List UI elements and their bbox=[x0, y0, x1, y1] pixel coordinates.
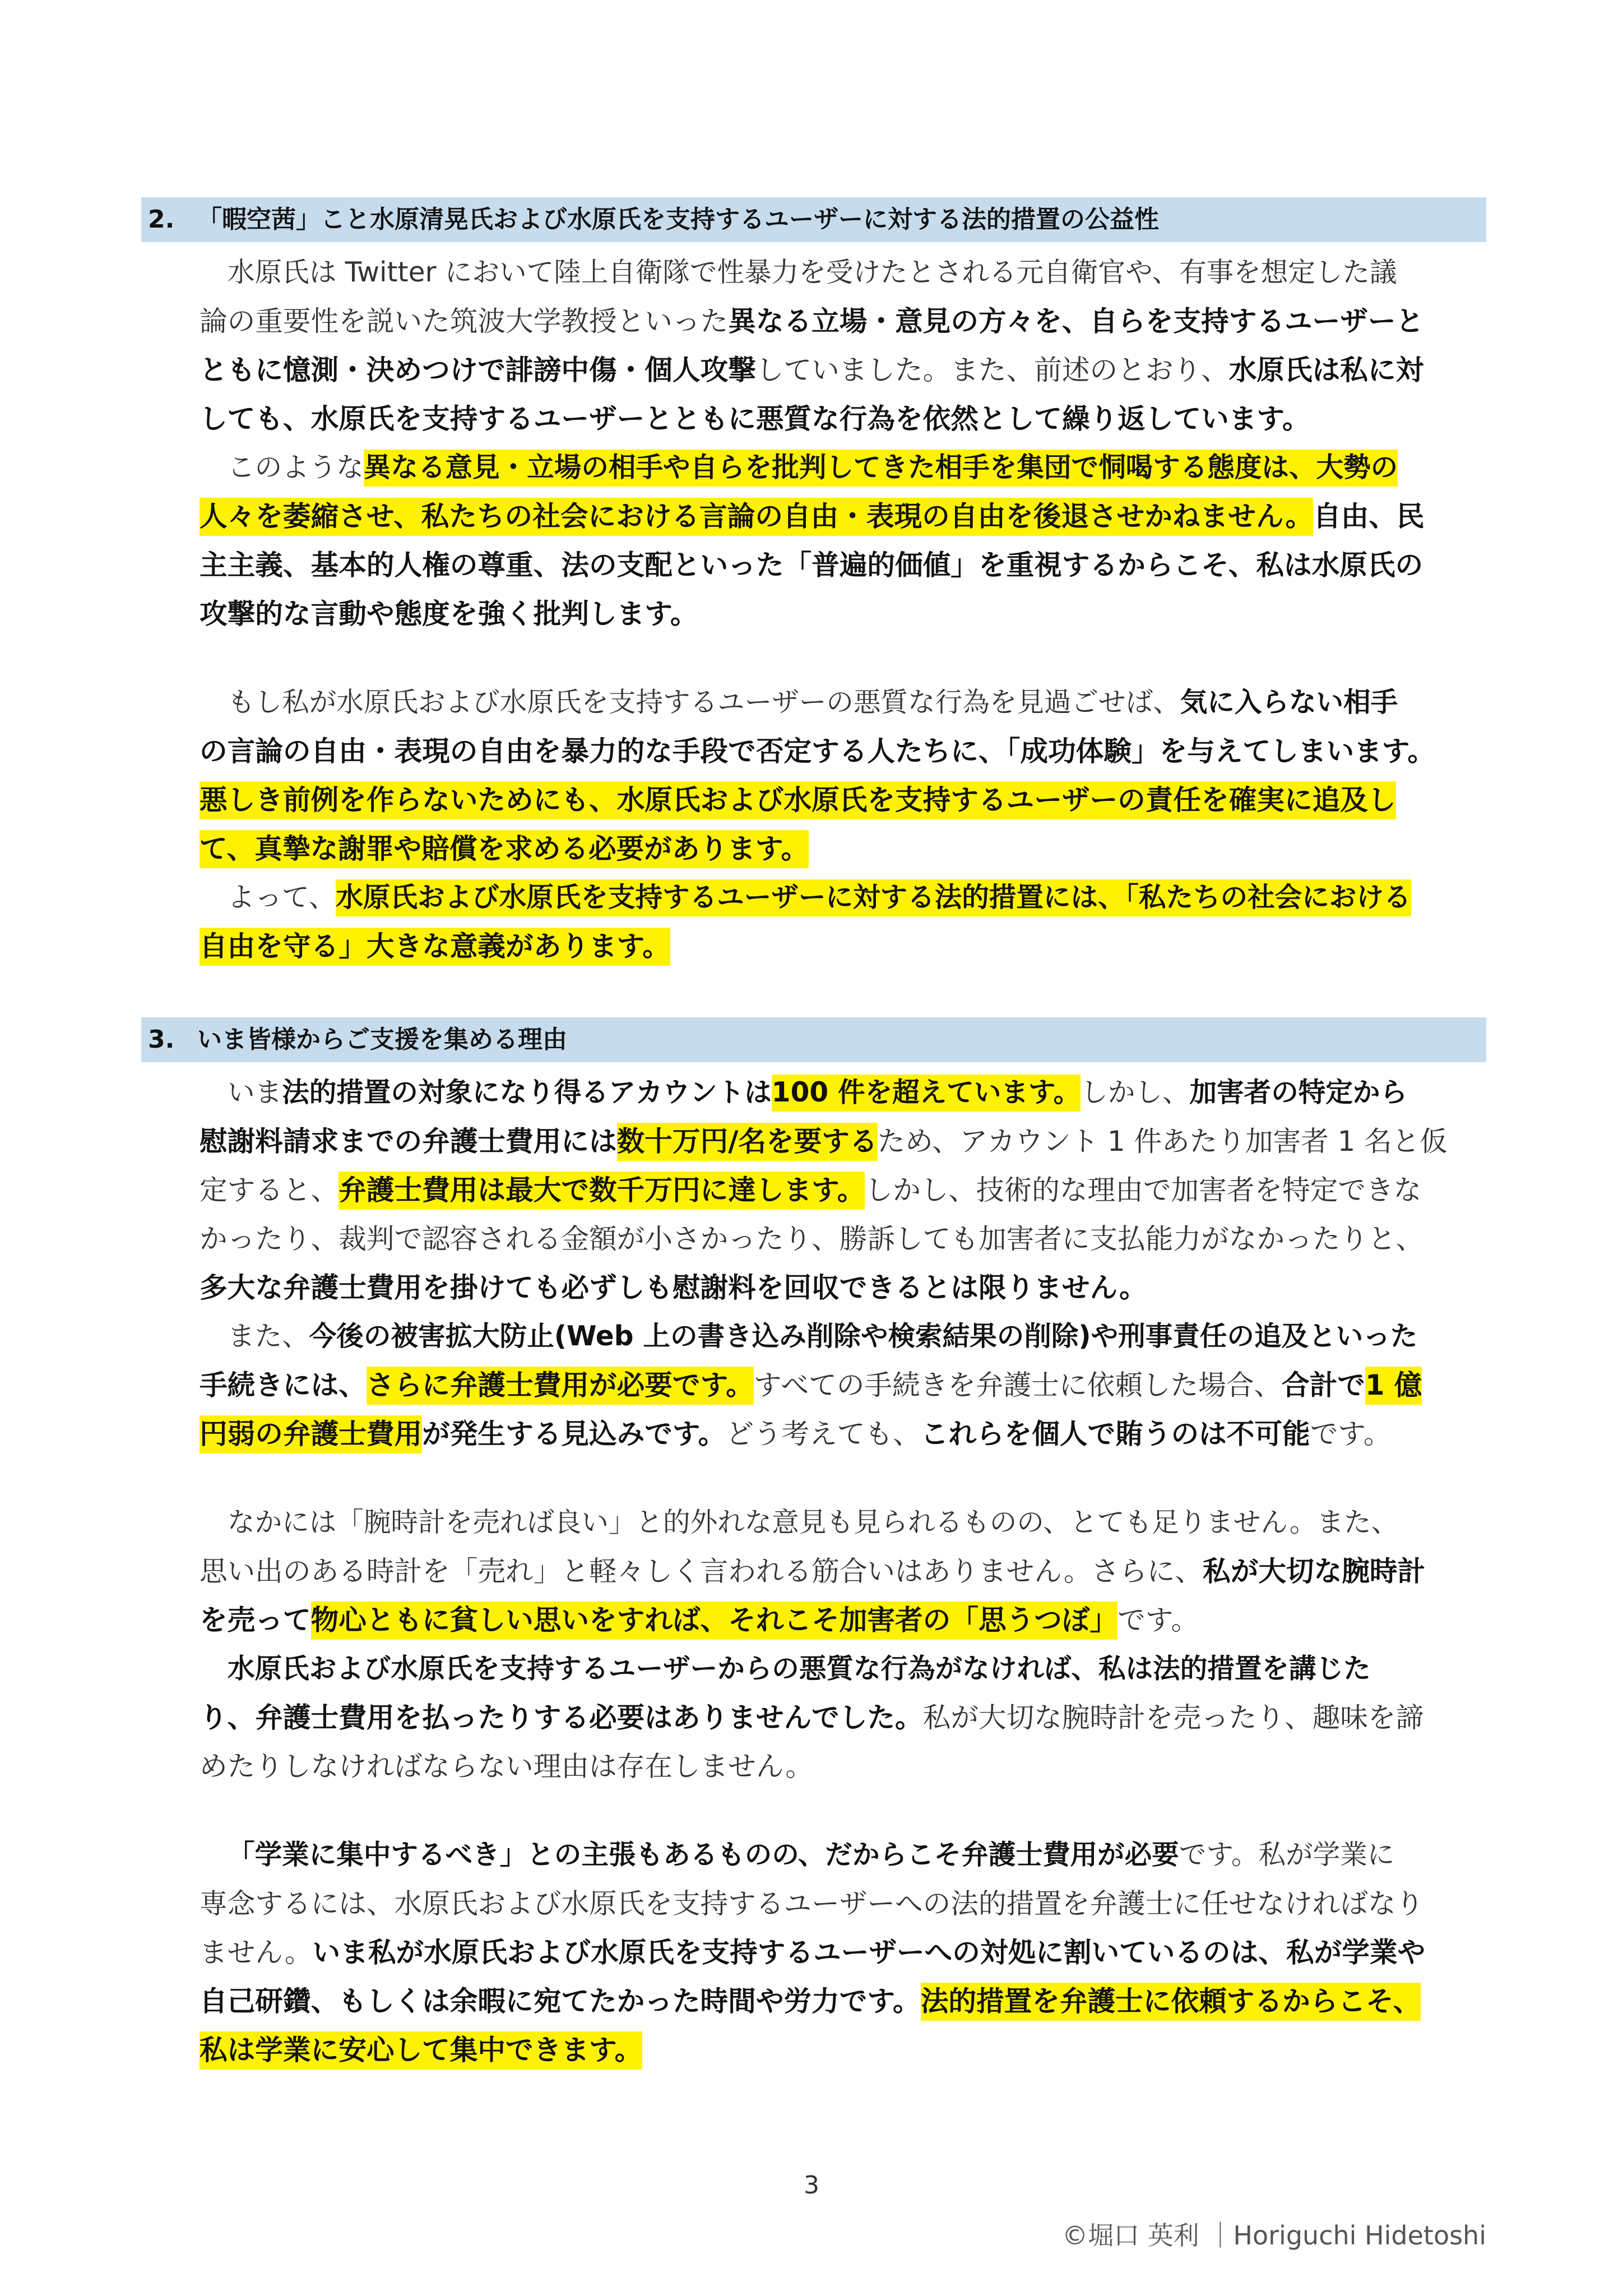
bold-text: 異なる立場・意見の方々を、自らを支持するユーザーと bbox=[728, 305, 1424, 337]
text-run: 定すると、 bbox=[200, 1174, 339, 1206]
highlighted-text: 法的措置を弁護士に依頼するからこそ、 bbox=[921, 1983, 1421, 2021]
text-run: です。 bbox=[1117, 1604, 1199, 1636]
text-run: ため、アカウント 1 件あたり加害者 1 名と仮 bbox=[877, 1125, 1448, 1158]
paragraph-line bbox=[200, 1263, 1500, 1312]
paragraph-line bbox=[200, 346, 1500, 395]
bold-text: 「学業に集中するべき」との主張もあるものの、だからこそ弁護士費用が必要 bbox=[228, 1839, 1179, 1871]
bold-text: を売って bbox=[200, 1604, 311, 1636]
paragraph-line bbox=[200, 1215, 1500, 1263]
paragraph-line bbox=[200, 395, 1500, 443]
bold-text: 水原氏は私に対 bbox=[1228, 354, 1424, 386]
bold-text: 気に入らない相手 bbox=[1180, 687, 1398, 718]
section-number: 2. bbox=[148, 205, 175, 234]
bold-text: が発生する見込みです。 bbox=[422, 1418, 726, 1450]
paragraph-line bbox=[228, 1068, 1528, 1117]
paragraph-line bbox=[200, 922, 1500, 971]
text-run: このような bbox=[228, 452, 364, 483]
text-run: また、 bbox=[228, 1321, 309, 1352]
bold-text: 自己研鑽、もしくは余暇に宛てたかった時間や労力です。 bbox=[200, 1985, 921, 2017]
paragraph-line bbox=[200, 1693, 1500, 1742]
bold-text: 合計で bbox=[1282, 1369, 1365, 1401]
paragraph-line bbox=[200, 1880, 1500, 1928]
paragraph-line bbox=[200, 1117, 1500, 1166]
text-run: しかし、技術的な理由で加害者を特定できな bbox=[865, 1174, 1422, 1206]
section-2-heading bbox=[141, 197, 1486, 242]
text-run: かったり、裁判で認容される金額が小さかったり、勝訴しても加害者に支払能力がなかったりと、 bbox=[200, 1223, 1424, 1255]
paragraph-line bbox=[200, 1596, 1500, 1645]
highlighted-text: 数十万円/名を要する bbox=[617, 1123, 878, 1161]
text-run: ません。 bbox=[200, 1936, 313, 1969]
highlighted-text: 悪しき前例を作らないためにも、水原氏および水原氏を支持するユーザーの責任を確実に追及し bbox=[200, 781, 1396, 820]
text-run: です。私が学業に bbox=[1179, 1839, 1395, 1871]
highlighted-text: 自由を守る」大きな意義があります。 bbox=[200, 928, 670, 966]
text-run: もし私が水原氏および水原氏を支持するユーザーの悪質な行為を見過ごせば、 bbox=[228, 687, 1180, 718]
bold-text: り、弁護士費用を払ったりする必要はありませんでした。 bbox=[200, 1701, 923, 1734]
paragraph-line bbox=[200, 1166, 1500, 1215]
paragraph-line bbox=[200, 492, 1500, 541]
paragraph-line bbox=[200, 297, 1500, 346]
bold-text: これらを個人で賄うのは不可能 bbox=[920, 1418, 1310, 1450]
highlighted-text: 弁護士費用は最大で数千万円に達します。 bbox=[338, 1172, 865, 1210]
paragraph-line bbox=[228, 1312, 1528, 1361]
bold-text: しても、水原氏を支持するユーザーとともに悪質な行為を依然として繰り返しています。 bbox=[200, 402, 1310, 435]
bold-text: 手続きには、 bbox=[200, 1369, 367, 1401]
section-3-heading bbox=[141, 1017, 1486, 1062]
highlighted-text: 人々を萎縮させ、私たちの社会における言論の自由・表現の自由を後退させかねません。 bbox=[200, 498, 1313, 536]
bold-text: 主主義、基本的人権の尊重、法の支配といった「普遍的価値」を重視するからこそ、私は水原氏の bbox=[200, 549, 1423, 581]
bold-text: 慰謝料請求までの弁護士費用には bbox=[200, 1125, 617, 1158]
text-run: 私が大切な腕時計を売ったり、趣味を諦 bbox=[922, 1701, 1424, 1734]
section-title: いま皆様からご支援を集める理由 bbox=[197, 1025, 567, 1054]
text-run: すべての手続きを弁護士に依頼した場合、 bbox=[753, 1369, 1282, 1401]
text-run: しかし、 bbox=[1081, 1077, 1190, 1108]
paragraph-line bbox=[228, 873, 1528, 922]
paragraph-line bbox=[200, 1928, 1500, 1977]
paragraph-line bbox=[228, 678, 1528, 727]
text-run: なかには「腕時計を売れば良い」と的外れな意見も見られるものの、とても足りません。また、 bbox=[228, 1507, 1399, 1538]
paragraph-line bbox=[200, 2026, 1500, 2075]
bold-text: の言論の自由・表現の自由を暴力的な手段で否定する人たちに、「成功体験」を与えてしまいます。 bbox=[200, 735, 1436, 767]
paragraph-line bbox=[228, 248, 1528, 297]
text-run: よって、 bbox=[228, 882, 336, 913]
text-run: 専念するには、水原氏および水原氏を支持するユーザーへの法的措置を弁護士に任せなければなり bbox=[200, 1887, 1424, 1920]
text-run: いま bbox=[228, 1077, 282, 1108]
text-run: どう考えても、 bbox=[726, 1418, 921, 1450]
highlighted-text: 異なる意見・立場の相手や自らを批判してきた相手を集団で恫喝する態度は、大勢の bbox=[364, 450, 1398, 487]
bold-text: 多大な弁護士費用を掛けても必ずしも慰謝料を回収できるとは限りません。 bbox=[200, 1271, 1147, 1304]
bold-text: いま私が水原氏および水原氏を支持するユーザーへの対処に割いているのは、私が学業や bbox=[312, 1936, 1426, 1969]
paragraph-line bbox=[200, 590, 1500, 638]
paragraph-line bbox=[228, 1498, 1528, 1547]
highlighted-text: 水原氏および水原氏を支持するユーザーに対する法的措置には、「私たちの社会における bbox=[336, 879, 1411, 916]
copyright-notice: ©堀口 英利 ｜Horiguchi Hidetoshi bbox=[1062, 2220, 1486, 2251]
text-run: していました。また、前述のとおり、 bbox=[755, 354, 1229, 386]
bold-text: 加害者の特定から bbox=[1189, 1077, 1408, 1108]
bold-text: 攻撃的な言動や態度を強く批判します。 bbox=[200, 598, 698, 630]
bold-text: 水原氏および水原氏を支持するユーザーからの悪質な行為がなければ、私は法的措置を講じた bbox=[228, 1653, 1371, 1684]
highlighted-text: さらに弁護士費用が必要です。 bbox=[367, 1367, 754, 1405]
highlighted-text: 私は学業に安心して集中できます。 bbox=[200, 2031, 642, 2070]
paragraph-line bbox=[228, 1645, 1528, 1693]
highlighted-text: て、真摯な謝罪や賠償を求める必要があります。 bbox=[200, 830, 809, 868]
bold-text: 法的措置の対象になり得るアカウントは bbox=[282, 1077, 772, 1108]
text-run: 論の重要性を説いた筑波大学教授といった bbox=[200, 305, 729, 337]
highlighted-text: 100 件を超えています。 bbox=[772, 1075, 1081, 1112]
highlighted-text: 1 億 bbox=[1365, 1367, 1422, 1405]
paragraph-line bbox=[200, 1977, 1500, 2026]
bold-text: 自由、民 bbox=[1313, 500, 1425, 533]
bold-text: ともに憶測・決めつけで誹謗中傷・個人攻撃 bbox=[200, 354, 756, 386]
paragraph-line bbox=[228, 1831, 1528, 1880]
paragraph-line bbox=[200, 1410, 1500, 1459]
text-run: 思い出のある時計を「売れ」と軽々しく言われる筋合いはありません。さらに、 bbox=[200, 1555, 1203, 1587]
paragraph-line bbox=[200, 541, 1500, 590]
section-title: 「暇空茜」こと水原清晃氏および水原氏を支持するユーザーに対する法的措置の公益性 bbox=[197, 205, 1159, 234]
paragraph-line bbox=[200, 727, 1500, 776]
text-run: めたりしなければならない理由は存在しません。 bbox=[200, 1750, 814, 1783]
paragraph-line bbox=[200, 1742, 1500, 1791]
text-run: です。 bbox=[1310, 1418, 1392, 1450]
section-number: 3. bbox=[148, 1025, 175, 1054]
highlighted-text: 物心ともに貧しい思いをすれば、それこそ加害者の「思うつぼ」 bbox=[311, 1601, 1118, 1640]
bold-text: 今後の被害拡大防止(Web 上の書き込み削除や検索結果の削除)や刑事責任の追及といった bbox=[309, 1321, 1418, 1352]
paragraph-line bbox=[200, 1547, 1500, 1596]
paragraph-line bbox=[228, 443, 1528, 492]
highlighted-text: 円弱の弁護士費用 bbox=[200, 1415, 422, 1453]
paragraph-line bbox=[200, 776, 1500, 825]
paragraph-line bbox=[200, 825, 1500, 873]
text-run: 水原氏は Twitter において陸上自衛隊で性暴力を受けたとされる元自衛官や、有事を想定した議 bbox=[228, 257, 1397, 288]
bold-text: 私が大切な腕時計 bbox=[1203, 1555, 1426, 1587]
page-number: 3 bbox=[804, 2171, 819, 2200]
paragraph-line bbox=[200, 1361, 1500, 1410]
